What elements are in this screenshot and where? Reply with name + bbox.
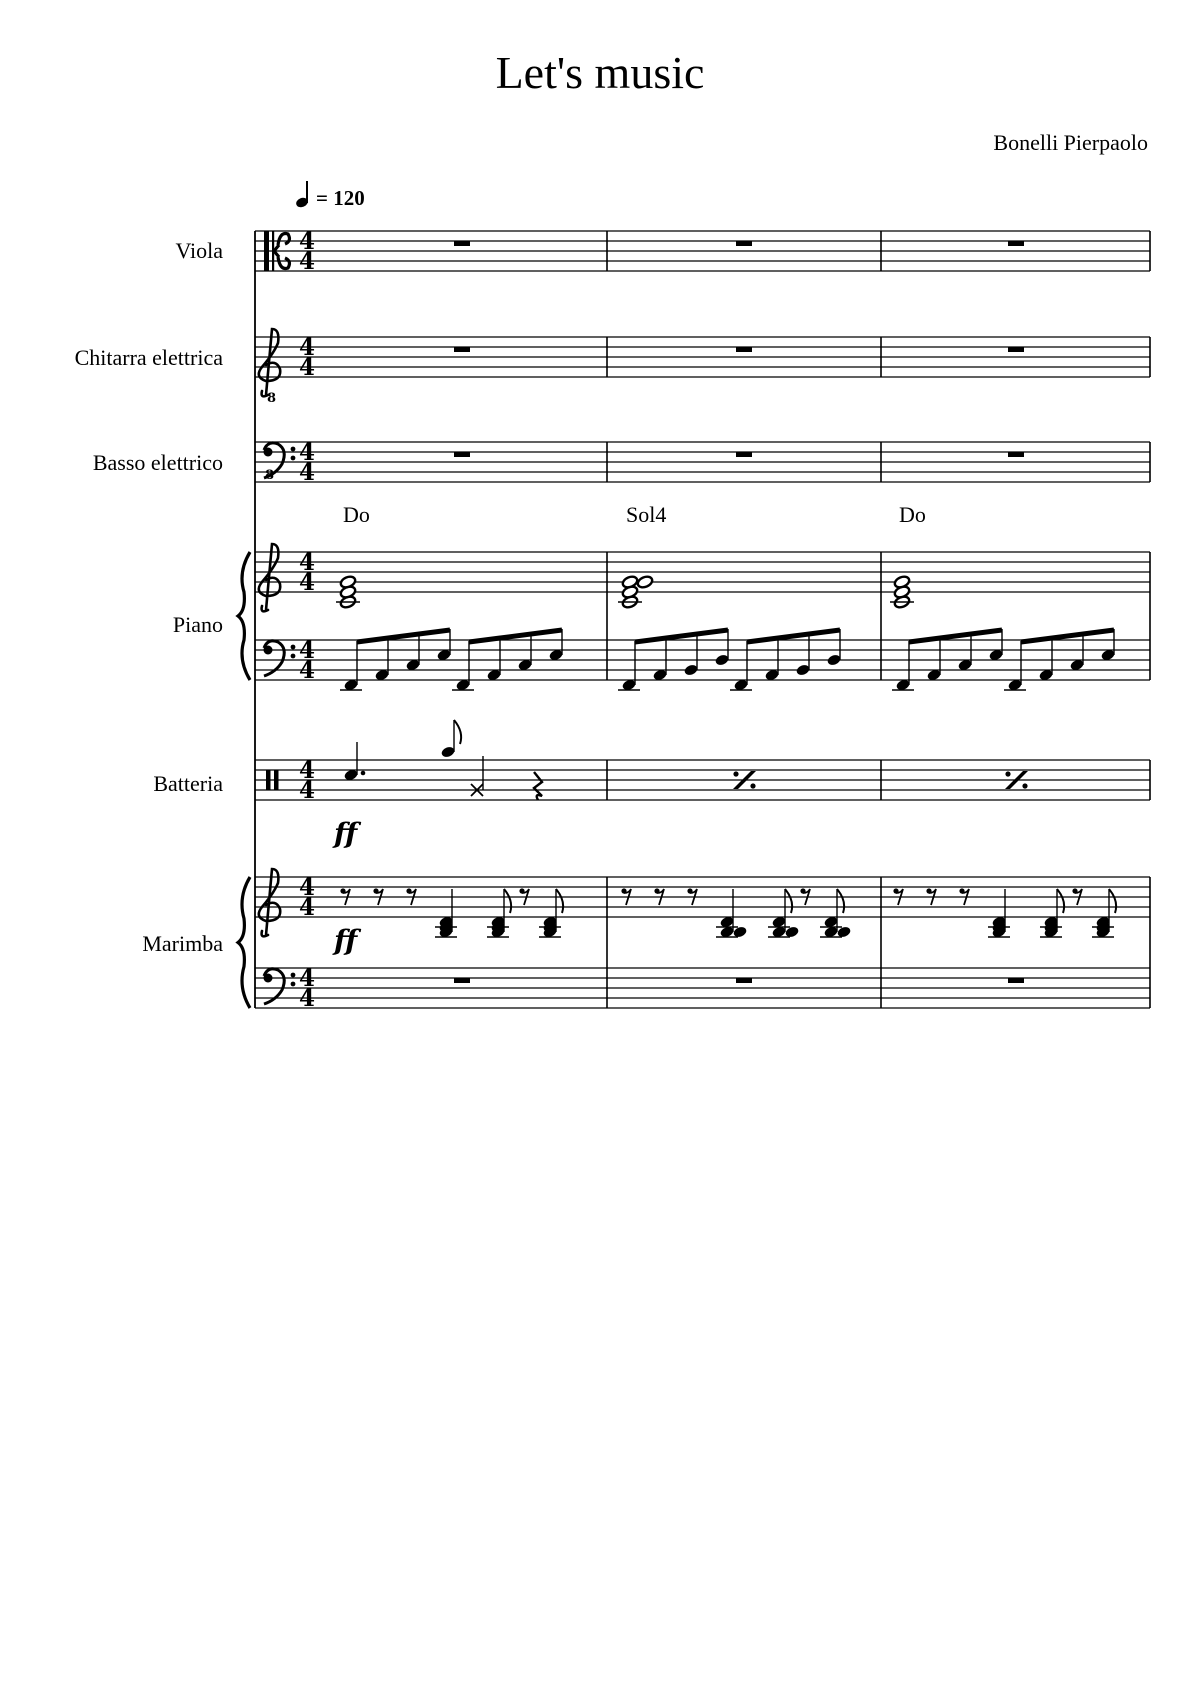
augmentation-dot bbox=[361, 771, 366, 776]
time-signature: 4 bbox=[298, 248, 316, 275]
chord-symbol: Do bbox=[899, 502, 926, 527]
whole-rest bbox=[1008, 452, 1024, 457]
time-signature: 4 bbox=[298, 549, 316, 576]
whole-rest bbox=[736, 241, 752, 246]
time-signature: 4 bbox=[298, 965, 316, 992]
brace bbox=[238, 552, 250, 680]
instrument-label-viola: Viola bbox=[175, 238, 223, 263]
time-signature: 4 bbox=[298, 637, 316, 664]
bass-clef-icon bbox=[291, 654, 296, 659]
time-signature: 4 bbox=[298, 569, 316, 596]
brace bbox=[238, 877, 250, 1008]
note-flag bbox=[454, 720, 461, 744]
instrument-label-piano: Piano bbox=[172, 612, 223, 637]
dynamic-ff: ff bbox=[334, 817, 358, 850]
composer: Bonelli Pierpaolo bbox=[993, 130, 1148, 155]
note-flag bbox=[504, 889, 511, 913]
instrument-label-bass: Basso elettrico bbox=[92, 450, 223, 475]
whole-rest bbox=[454, 978, 470, 983]
score-title: Let's music bbox=[495, 47, 705, 98]
bass-clef-icon bbox=[291, 982, 296, 987]
alto-clef-icon bbox=[264, 231, 269, 271]
chord-symbol: Sol4 bbox=[626, 502, 667, 527]
time-signature: 4 bbox=[298, 777, 316, 804]
notation-marks bbox=[238, 228, 1150, 1012]
octave-mark-guitar: 8 bbox=[267, 391, 277, 406]
whole-rest bbox=[736, 978, 752, 983]
measure-repeat-sign bbox=[1022, 783, 1027, 788]
octave-mark-bass: 8 bbox=[265, 468, 275, 483]
bass-clef-icon bbox=[291, 973, 296, 978]
instrument-label-drums: Batteria bbox=[153, 771, 223, 796]
whole-rest bbox=[1008, 347, 1024, 352]
quarter-rest bbox=[534, 772, 542, 800]
bass-clef-icon bbox=[291, 447, 296, 452]
note-flag bbox=[837, 889, 844, 913]
time-signature: 4 bbox=[298, 657, 316, 684]
instrument-label-guitar: Chitarra elettrica bbox=[74, 345, 223, 370]
time-signature: 4 bbox=[298, 757, 316, 784]
measure-repeat-sign bbox=[1005, 771, 1010, 776]
whole-rest bbox=[1008, 241, 1024, 246]
note-flag bbox=[556, 889, 563, 913]
whole-rest bbox=[736, 347, 752, 352]
treble-clef-icon bbox=[259, 329, 280, 396]
treble-clef-icon bbox=[259, 869, 280, 936]
note-flag bbox=[1057, 889, 1064, 913]
note-flag bbox=[785, 889, 792, 913]
bass-clef-icon bbox=[291, 456, 296, 461]
time-signature: 4 bbox=[298, 334, 316, 361]
measure-repeat-sign bbox=[733, 771, 738, 776]
time-signature: 4 bbox=[298, 439, 316, 466]
bass-clef-icon bbox=[264, 646, 273, 655]
time-signature: 4 bbox=[298, 985, 316, 1012]
whole-rest bbox=[454, 452, 470, 457]
dynamic-ff: ff bbox=[334, 924, 358, 957]
time-signature: 4 bbox=[298, 894, 316, 921]
time-signature: 4 bbox=[298, 354, 316, 381]
whole-rest bbox=[454, 347, 470, 352]
time-signature: 4 bbox=[298, 459, 316, 486]
percussion-clef-icon bbox=[274, 770, 279, 790]
treble-clef-icon bbox=[259, 544, 280, 611]
percussion-clef-icon bbox=[266, 770, 271, 790]
note-flag bbox=[1109, 889, 1116, 913]
whole-rest bbox=[1008, 978, 1024, 983]
alto-clef-icon bbox=[272, 231, 274, 271]
tempo-value: = 120 bbox=[316, 186, 365, 210]
time-signature: 4 bbox=[298, 874, 316, 901]
whole-note bbox=[636, 575, 654, 590]
measure-repeat-sign bbox=[750, 783, 755, 788]
time-signature: 4 bbox=[298, 228, 316, 255]
whole-rest bbox=[454, 241, 470, 246]
bass-clef-icon bbox=[264, 974, 273, 983]
bass-clef-icon bbox=[291, 645, 296, 650]
whole-rest bbox=[736, 452, 752, 457]
instrument-label-marimba: Marimba bbox=[142, 931, 223, 956]
chord-symbol: Do bbox=[343, 502, 370, 527]
bass-clef-icon bbox=[264, 448, 273, 457]
